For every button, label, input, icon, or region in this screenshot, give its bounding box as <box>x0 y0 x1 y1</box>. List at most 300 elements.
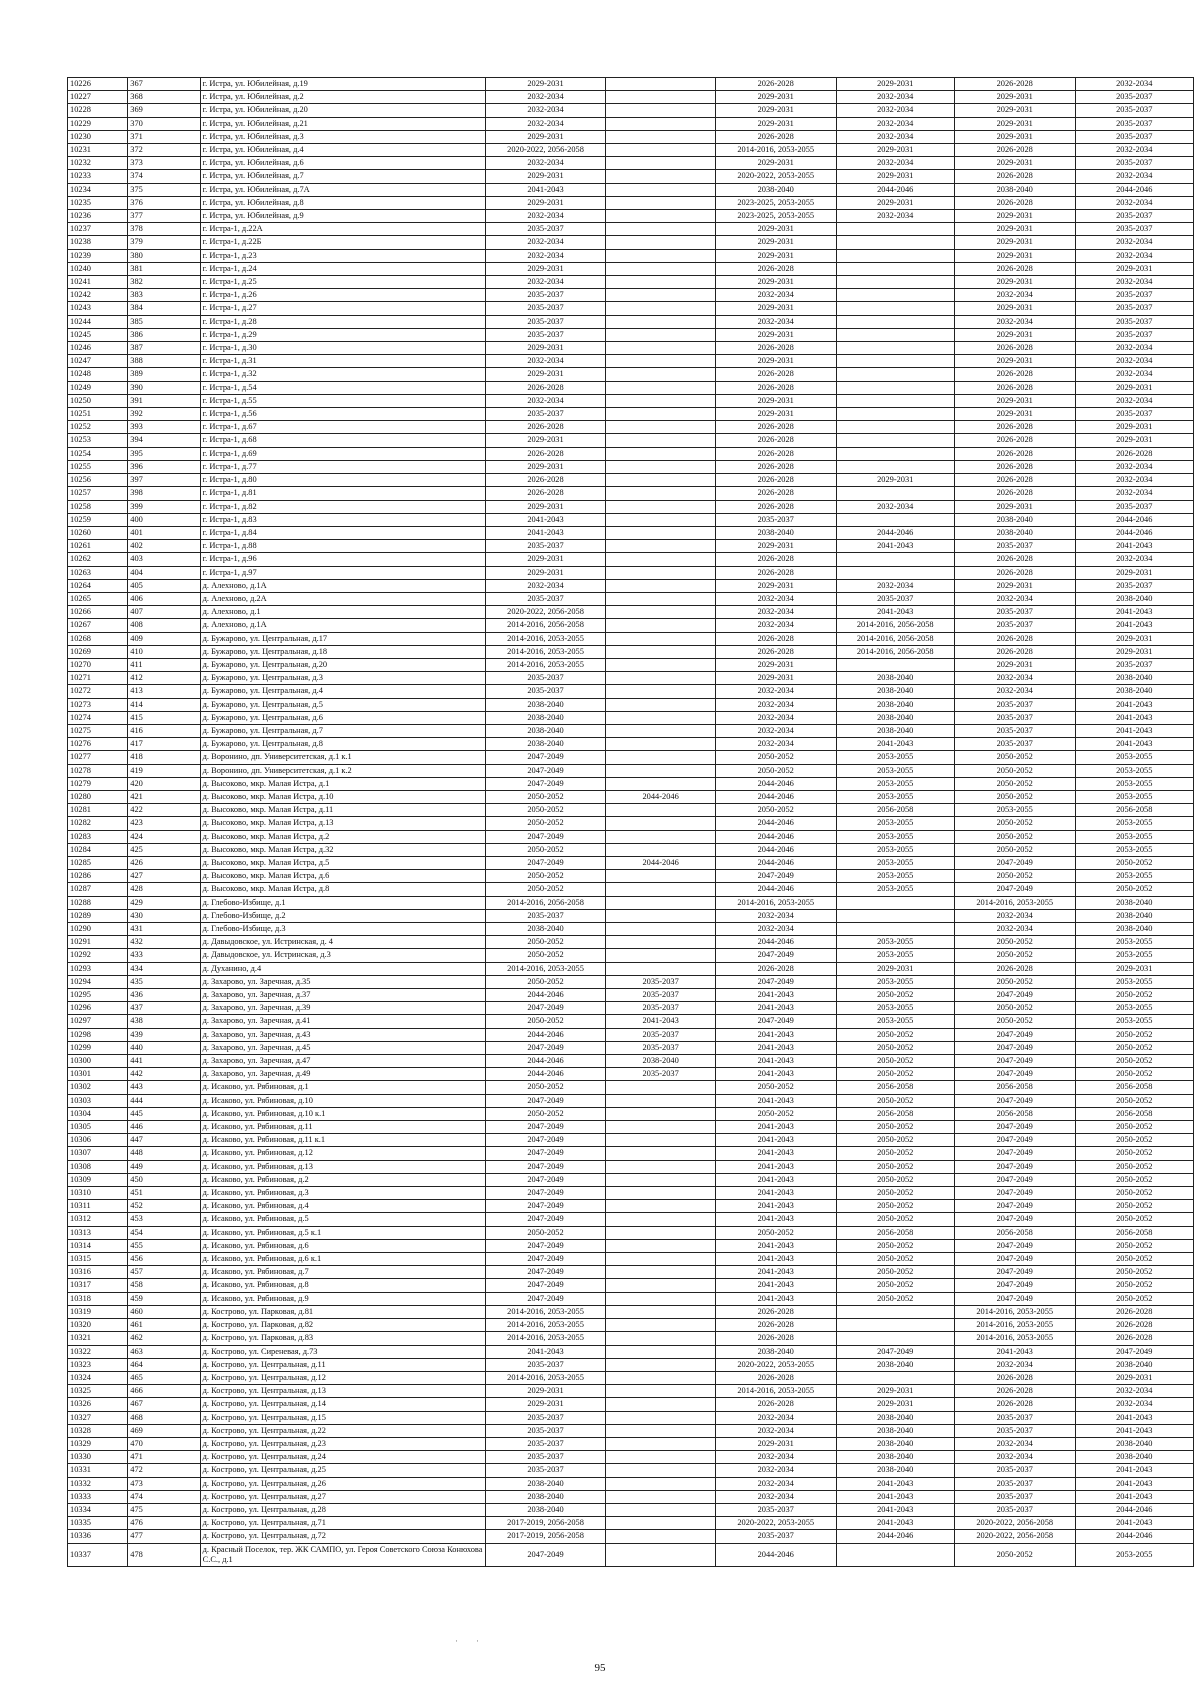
period-cell-5: 2026-2028 <box>954 170 1075 183</box>
address-cell: д. Давыдовское, ул. Истринская, д. 4 <box>200 936 485 949</box>
address-cell: г. Истра-1, д.84 <box>200 526 485 539</box>
period-cell-3: 2032-2034 <box>715 1424 836 1437</box>
period-cell-5: 2047-2049 <box>954 856 1075 869</box>
period-cell-5: 2053-2055 <box>954 804 1075 817</box>
period-cell-5: 2029-2031 <box>954 210 1075 223</box>
row-number-cell: 368 <box>128 91 200 104</box>
row-number-cell: 471 <box>128 1451 200 1464</box>
row-id-cell: 10248 <box>68 368 128 381</box>
period-cell-2 <box>606 1437 716 1450</box>
period-cell-6: 2035-2037 <box>1075 315 1193 328</box>
period-cell-1: 2014-2016, 2053-2055 <box>485 645 606 658</box>
period-cell-3: 2029-2031 <box>715 394 836 407</box>
period-cell-2 <box>606 1134 716 1147</box>
period-cell-3: 2035-2037 <box>715 1503 836 1516</box>
table-row <box>68 1266 1194 1279</box>
period-cell-3: 2044-2046 <box>715 936 836 949</box>
period-cell-6: 2035-2037 <box>1075 289 1193 302</box>
address-cell: д. Кострово, ул. Парковая, д.81 <box>200 1305 485 1318</box>
row-number-cell: 388 <box>128 355 200 368</box>
row-number-cell: 457 <box>128 1266 200 1279</box>
period-cell-4: 2029-2031 <box>836 144 954 157</box>
period-cell-4 <box>836 460 954 473</box>
row-id-cell: 10317 <box>68 1279 128 1292</box>
period-cell-6: 2053-2055 <box>1075 1002 1193 1015</box>
period-cell-1: 2026-2028 <box>485 447 606 460</box>
table-row <box>68 1055 1194 1068</box>
address-cell: д. Кострово, ул. Центральная, д.23 <box>200 1437 485 1450</box>
period-cell-6: 2038-2040 <box>1075 685 1193 698</box>
period-cell-4: 2038-2040 <box>836 711 954 724</box>
period-cell-4: 2029-2031 <box>836 474 954 487</box>
period-cell-1: 2032-2034 <box>485 210 606 223</box>
row-number-cell: 411 <box>128 658 200 671</box>
table-row <box>68 790 1194 803</box>
address-cell: д. Духанино, д.4 <box>200 962 485 975</box>
period-cell-2 <box>606 526 716 539</box>
period-cell-1: 2035-2037 <box>485 540 606 553</box>
period-cell-4: 2053-2055 <box>836 817 954 830</box>
period-cell-5: 2026-2028 <box>954 434 1075 447</box>
period-cell-3: 2026-2028 <box>715 447 836 460</box>
period-cell-2 <box>606 117 716 130</box>
period-cell-5: 2020-2022, 2056-2058 <box>954 1530 1075 1543</box>
table-row <box>68 210 1194 223</box>
period-cell-3: 2032-2034 <box>715 711 836 724</box>
address-cell: д. Захарово, ул. Заречная, д.37 <box>200 989 485 1002</box>
period-cell-6: 2032-2034 <box>1075 553 1193 566</box>
period-cell-5: 2026-2028 <box>954 645 1075 658</box>
period-cell-6: 2032-2034 <box>1075 394 1193 407</box>
period-cell-3: 2026-2028 <box>715 434 836 447</box>
period-cell-6: 2044-2046 <box>1075 513 1193 526</box>
address-cell: д. Бужарово, ул. Центральная, д.4 <box>200 685 485 698</box>
period-cell-6: 2053-2055 <box>1075 870 1193 883</box>
period-cell-1: 2047-2049 <box>485 1543 606 1566</box>
row-number-cell: 423 <box>128 817 200 830</box>
period-cell-1: 2047-2049 <box>485 1187 606 1200</box>
period-cell-5: 2050-2052 <box>954 1002 1075 1015</box>
table-row <box>68 447 1194 460</box>
period-cell-4 <box>836 658 954 671</box>
period-cell-2 <box>606 1173 716 1186</box>
period-cell-3: 2029-2031 <box>715 302 836 315</box>
address-cell: д. Кострово, ул. Парковая, д.82 <box>200 1319 485 1332</box>
period-cell-5: 2050-2052 <box>954 975 1075 988</box>
row-number-cell: 398 <box>128 487 200 500</box>
period-cell-5: 2026-2028 <box>954 1371 1075 1384</box>
period-cell-6: 2050-2052 <box>1075 1121 1193 1134</box>
period-cell-6: 2032-2034 <box>1075 368 1193 381</box>
table-row <box>68 513 1194 526</box>
period-cell-6: 2041-2043 <box>1075 1517 1193 1530</box>
period-cell-3: 2029-2031 <box>715 328 836 341</box>
period-cell-4: 2014-2016, 2056-2058 <box>836 619 954 632</box>
period-cell-4: 2053-2055 <box>836 777 954 790</box>
table-row <box>68 1253 1194 1266</box>
row-number-cell: 443 <box>128 1081 200 1094</box>
period-cell-3: 2032-2034 <box>715 724 836 737</box>
period-cell-6: 2035-2037 <box>1075 500 1193 513</box>
address-cell: д. Высоково, мкр. Малая Истра, д.32 <box>200 843 485 856</box>
row-id-cell: 10267 <box>68 619 128 632</box>
period-cell-3: 2026-2028 <box>715 342 836 355</box>
period-cell-5: 2035-2037 <box>954 698 1075 711</box>
table-row <box>68 883 1194 896</box>
row-id-cell: 10323 <box>68 1358 128 1371</box>
address-cell: д. Кострово, ул. Центральная, д.72 <box>200 1530 485 1543</box>
period-cell-1: 2038-2040 <box>485 711 606 724</box>
address-cell: д. Кострово, ул. Центральная, д.25 <box>200 1464 485 1477</box>
period-cell-1: 2035-2037 <box>485 1451 606 1464</box>
address-cell: г. Истра, ул. Юбилейная, д.3 <box>200 130 485 143</box>
period-cell-6: 2026-2028 <box>1075 1319 1193 1332</box>
row-id-cell: 10246 <box>68 342 128 355</box>
row-id-cell: 10259 <box>68 513 128 526</box>
period-cell-3: 2020-2022, 2053-2055 <box>715 1517 836 1530</box>
row-id-cell: 10309 <box>68 1173 128 1186</box>
period-cell-5: 2050-2052 <box>954 790 1075 803</box>
period-cell-5: 2050-2052 <box>954 1543 1075 1566</box>
period-cell-5: 2050-2052 <box>954 777 1075 790</box>
table-row <box>68 1134 1194 1147</box>
period-cell-2 <box>606 223 716 236</box>
period-cell-1: 2029-2031 <box>485 566 606 579</box>
table-row <box>68 1490 1194 1503</box>
period-cell-2 <box>606 130 716 143</box>
row-id-cell: 10308 <box>68 1160 128 1173</box>
period-cell-1: 2047-2049 <box>485 830 606 843</box>
period-cell-6: 2035-2037 <box>1075 658 1193 671</box>
period-cell-5: 2035-2037 <box>954 724 1075 737</box>
period-cell-6: 2035-2037 <box>1075 104 1193 117</box>
period-cell-4 <box>836 1305 954 1318</box>
period-cell-6: 2038-2040 <box>1075 1358 1193 1371</box>
table-row <box>68 658 1194 671</box>
period-cell-1: 2047-2049 <box>485 1266 606 1279</box>
period-cell-2: 2035-2037 <box>606 1002 716 1015</box>
period-cell-2 <box>606 289 716 302</box>
table-row <box>68 962 1194 975</box>
period-cell-4: 2029-2031 <box>836 1398 954 1411</box>
row-number-cell: 475 <box>128 1503 200 1516</box>
address-cell: д. Захарово, ул. Заречная, д.49 <box>200 1068 485 1081</box>
row-number-cell: 455 <box>128 1239 200 1252</box>
row-id-cell: 10255 <box>68 460 128 473</box>
row-number-cell: 371 <box>128 130 200 143</box>
period-cell-4 <box>836 328 954 341</box>
period-cell-5: 2026-2028 <box>954 553 1075 566</box>
period-cell-3: 2026-2028 <box>715 381 836 394</box>
period-cell-3: 2041-2043 <box>715 1173 836 1186</box>
period-cell-2 <box>606 1147 716 1160</box>
period-cell-5: 2032-2034 <box>954 1451 1075 1464</box>
period-cell-1: 2014-2016, 2053-2055 <box>485 658 606 671</box>
table-row <box>68 923 1194 936</box>
period-cell-2 <box>606 843 716 856</box>
period-cell-4 <box>836 513 954 526</box>
row-id-cell: 10233 <box>68 170 128 183</box>
row-number-cell: 405 <box>128 579 200 592</box>
period-cell-2 <box>606 302 716 315</box>
address-cell: г. Истра-1, д.26 <box>200 289 485 302</box>
period-cell-3: 2026-2028 <box>715 1305 836 1318</box>
address-cell: г. Истра-1, д.29 <box>200 328 485 341</box>
period-cell-4 <box>836 408 954 421</box>
address-cell: г. Истра-1, д.22А <box>200 223 485 236</box>
period-cell-3: 2044-2046 <box>715 790 836 803</box>
period-cell-4: 2056-2058 <box>836 804 954 817</box>
period-cell-4: 2050-2052 <box>836 1147 954 1160</box>
table-row <box>68 1358 1194 1371</box>
table-row <box>68 1147 1194 1160</box>
period-cell-5: 2047-2049 <box>954 1055 1075 1068</box>
row-number-cell: 416 <box>128 724 200 737</box>
period-cell-6: 2041-2043 <box>1075 698 1193 711</box>
period-cell-3: 2041-2043 <box>715 1028 836 1041</box>
period-cell-5: 2026-2028 <box>954 1385 1075 1398</box>
address-cell: д. Глебово-Избище, д.2 <box>200 909 485 922</box>
period-cell-6: 2047-2049 <box>1075 1345 1193 1358</box>
period-cell-6: 2029-2031 <box>1075 632 1193 645</box>
row-number-cell: 418 <box>128 751 200 764</box>
period-cell-5: 2047-2049 <box>954 1292 1075 1305</box>
period-cell-4: 2050-2052 <box>836 1041 954 1054</box>
period-cell-1: 2032-2034 <box>485 157 606 170</box>
row-id-cell: 10258 <box>68 500 128 513</box>
period-cell-5: 2035-2037 <box>954 1411 1075 1424</box>
period-cell-5: 2035-2037 <box>954 1424 1075 1437</box>
row-number-cell: 467 <box>128 1398 200 1411</box>
period-cell-5: 2029-2031 <box>954 658 1075 671</box>
period-cell-5: 2047-2049 <box>954 1068 1075 1081</box>
period-cell-4: 2029-2031 <box>836 962 954 975</box>
address-cell: г. Истра-1, д.22Б <box>200 236 485 249</box>
row-number-cell: 468 <box>128 1411 200 1424</box>
period-cell-1: 2032-2034 <box>485 579 606 592</box>
period-cell-6: 2050-2052 <box>1075 1134 1193 1147</box>
period-cell-3: 2038-2040 <box>715 1345 836 1358</box>
address-cell: д. Исаково, ул. Рябиновая, д.4 <box>200 1200 485 1213</box>
period-cell-2 <box>606 883 716 896</box>
period-cell-4 <box>836 487 954 500</box>
row-number-cell: 382 <box>128 276 200 289</box>
row-number-cell: 460 <box>128 1305 200 1318</box>
period-cell-6: 2050-2052 <box>1075 883 1193 896</box>
row-number-cell: 373 <box>128 157 200 170</box>
table-row <box>68 764 1194 777</box>
row-id-cell: 10334 <box>68 1503 128 1516</box>
row-id-cell: 10254 <box>68 447 128 460</box>
period-cell-6: 2041-2043 <box>1075 1424 1193 1437</box>
table-row <box>68 856 1194 869</box>
row-number-cell: 404 <box>128 566 200 579</box>
period-cell-4 <box>836 342 954 355</box>
address-cell: д. Исаково, ул. Рябиновая, д.5 <box>200 1213 485 1226</box>
period-cell-2: 2035-2037 <box>606 1041 716 1054</box>
row-number-cell: 439 <box>128 1028 200 1041</box>
row-id-cell: 10327 <box>68 1411 128 1424</box>
row-id-cell: 10304 <box>68 1107 128 1120</box>
period-cell-1: 2050-2052 <box>485 975 606 988</box>
period-cell-6: 2038-2040 <box>1075 1451 1193 1464</box>
period-cell-3: 2032-2034 <box>715 619 836 632</box>
period-cell-2 <box>606 962 716 975</box>
period-cell-3: 2044-2046 <box>715 843 836 856</box>
period-cell-4: 2032-2034 <box>836 130 954 143</box>
period-cell-5: 2029-2031 <box>954 117 1075 130</box>
address-cell: г. Истра-1, д.56 <box>200 408 485 421</box>
period-cell-5: 2032-2034 <box>954 1437 1075 1450</box>
address-cell: г. Истра, ул. Юбилейная, д.7А <box>200 183 485 196</box>
period-cell-2 <box>606 738 716 751</box>
period-cell-5: 2026-2028 <box>954 487 1075 500</box>
period-cell-6: 2044-2046 <box>1075 1530 1193 1543</box>
period-cell-5: 2050-2052 <box>954 949 1075 962</box>
period-cell-2 <box>606 315 716 328</box>
period-cell-1: 2014-2016, 2053-2055 <box>485 1319 606 1332</box>
period-cell-6: 2038-2040 <box>1075 923 1193 936</box>
period-cell-6: 2038-2040 <box>1075 896 1193 909</box>
period-cell-3: 2032-2034 <box>715 606 836 619</box>
period-cell-2 <box>606 500 716 513</box>
period-cell-1: 2041-2043 <box>485 183 606 196</box>
address-cell: д. Кострово, ул. Центральная, д.13 <box>200 1385 485 1398</box>
row-number-cell: 461 <box>128 1319 200 1332</box>
row-id-cell: 10231 <box>68 144 128 157</box>
period-cell-1: 2029-2031 <box>485 553 606 566</box>
period-cell-6: 2032-2034 <box>1075 1385 1193 1398</box>
table-row <box>68 606 1194 619</box>
address-cell: д. Захарово, ул. Заречная, д.45 <box>200 1041 485 1054</box>
row-id-cell: 10302 <box>68 1081 128 1094</box>
period-cell-4: 2038-2040 <box>836 1464 954 1477</box>
table-row <box>68 698 1194 711</box>
period-cell-1: 2032-2034 <box>485 91 606 104</box>
period-cell-3: 2038-2040 <box>715 183 836 196</box>
period-cell-3: 2026-2028 <box>715 1371 836 1384</box>
period-cell-6: 2053-2055 <box>1075 1015 1193 1028</box>
period-cell-4: 2038-2040 <box>836 724 954 737</box>
row-number-cell: 407 <box>128 606 200 619</box>
period-cell-4: 2044-2046 <box>836 183 954 196</box>
period-cell-5: 2035-2037 <box>954 619 1075 632</box>
period-cell-4: 2053-2055 <box>836 1015 954 1028</box>
period-cell-3: 2026-2028 <box>715 262 836 275</box>
row-id-cell: 10276 <box>68 738 128 751</box>
period-cell-6: 2053-2055 <box>1075 777 1193 790</box>
period-cell-4 <box>836 289 954 302</box>
table-row <box>68 1173 1194 1186</box>
period-cell-2 <box>606 711 716 724</box>
row-number-cell: 389 <box>128 368 200 381</box>
period-cell-2 <box>606 685 716 698</box>
period-cell-5: 2035-2037 <box>954 738 1075 751</box>
period-cell-1: 2029-2031 <box>485 1385 606 1398</box>
table-row <box>68 1239 1194 1252</box>
row-number-cell: 451 <box>128 1187 200 1200</box>
period-cell-3: 2032-2034 <box>715 315 836 328</box>
table-row <box>68 1015 1194 1028</box>
period-cell-2: 2035-2037 <box>606 1028 716 1041</box>
period-cell-6: 2029-2031 <box>1075 645 1193 658</box>
row-number-cell: 376 <box>128 196 200 209</box>
period-cell-5: 2050-2052 <box>954 751 1075 764</box>
period-cell-4: 2038-2040 <box>836 1424 954 1437</box>
table-row <box>68 949 1194 962</box>
row-number-cell: 420 <box>128 777 200 790</box>
table-row <box>68 777 1194 790</box>
period-cell-6: 2050-2052 <box>1075 1068 1193 1081</box>
period-cell-6: 2032-2034 <box>1075 342 1193 355</box>
table-row <box>68 104 1194 117</box>
period-cell-3: 2029-2031 <box>715 157 836 170</box>
period-cell-2 <box>606 870 716 883</box>
period-cell-3: 2032-2034 <box>715 1451 836 1464</box>
address-cell: г. Истра, ул. Юбилейная, д.7 <box>200 170 485 183</box>
address-cell: д. Захарово, ул. Заречная, д.47 <box>200 1055 485 1068</box>
period-cell-3: 2044-2046 <box>715 830 836 843</box>
table-row <box>68 672 1194 685</box>
table-row <box>68 342 1194 355</box>
address-cell: д. Захарово, ул. Заречная, д.41 <box>200 1015 485 1028</box>
period-cell-3: 2044-2046 <box>715 777 836 790</box>
table-row <box>68 896 1194 909</box>
address-cell: д. Высоково, мкр. Малая Истра, д.2 <box>200 830 485 843</box>
period-cell-2 <box>606 724 716 737</box>
period-cell-3: 2026-2028 <box>715 962 836 975</box>
table-row <box>68 817 1194 830</box>
period-cell-4: 2044-2046 <box>836 526 954 539</box>
period-cell-5: 2014-2016, 2053-2055 <box>954 1319 1075 1332</box>
address-cell: д. Кострово, ул. Центральная, д.22 <box>200 1424 485 1437</box>
period-cell-3: 2029-2031 <box>715 672 836 685</box>
row-number-cell: 412 <box>128 672 200 685</box>
period-cell-3: 2044-2046 <box>715 1543 836 1566</box>
row-number-cell: 436 <box>128 989 200 1002</box>
period-cell-6: 2032-2034 <box>1075 236 1193 249</box>
period-cell-3: 2032-2034 <box>715 685 836 698</box>
address-cell: д. Исаково, ул. Рябиновая, д.3 <box>200 1187 485 1200</box>
table-row <box>68 1292 1194 1305</box>
row-number-cell: 414 <box>128 698 200 711</box>
row-number-cell: 409 <box>128 632 200 645</box>
period-cell-4: 2029-2031 <box>836 78 954 91</box>
row-id-cell: 10256 <box>68 474 128 487</box>
period-cell-1: 2029-2031 <box>485 460 606 473</box>
address-cell: д. Бужарово, ул. Центральная, д.7 <box>200 724 485 737</box>
period-cell-3: 2047-2049 <box>715 949 836 962</box>
period-cell-2 <box>606 804 716 817</box>
table-row <box>68 500 1194 513</box>
period-cell-6: 2053-2055 <box>1075 949 1193 962</box>
period-cell-6: 2053-2055 <box>1075 843 1193 856</box>
row-id-cell: 10324 <box>68 1371 128 1384</box>
row-number-cell: 391 <box>128 394 200 407</box>
period-cell-4: 2041-2043 <box>836 540 954 553</box>
row-number-cell: 448 <box>128 1147 200 1160</box>
period-cell-5: 2032-2034 <box>954 289 1075 302</box>
period-cell-6: 2050-2052 <box>1075 1094 1193 1107</box>
period-cell-5: 2050-2052 <box>954 1015 1075 1028</box>
address-cell: д. Исаково, ул. Рябиновая, д.6 к.1 <box>200 1253 485 1266</box>
period-cell-2 <box>606 1226 716 1239</box>
address-cell: д. Высоково, мкр. Малая Истра, д.10 <box>200 790 485 803</box>
row-id-cell: 10232 <box>68 157 128 170</box>
period-cell-1: 2020-2022, 2056-2058 <box>485 606 606 619</box>
address-cell: д. Кострово, ул. Центральная, д.15 <box>200 1411 485 1424</box>
period-cell-4: 2050-2052 <box>836 1121 954 1134</box>
